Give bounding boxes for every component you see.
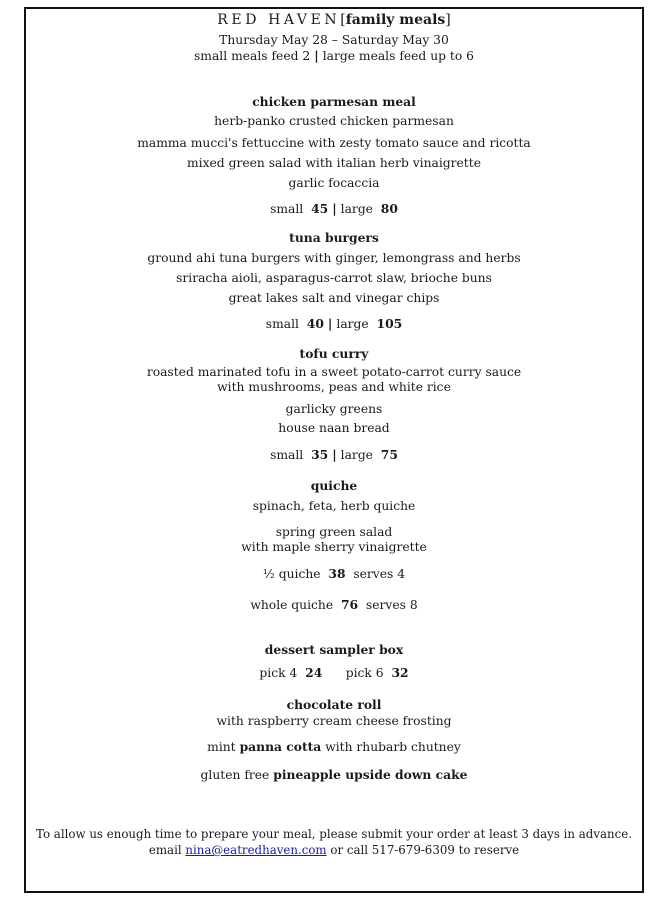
menu-title: RED HAVEN[family meals] [217,12,451,28]
brand-name: RED HAVEN [217,12,341,28]
menu-subtitle: family meals [345,12,446,28]
tofu-item: garlicky greens [285,402,383,416]
tuna-item: sriracha aioli, asparagus-carrot slaw, brioche buns [176,271,492,285]
quiche-meal-title: quiche [310,478,358,493]
tofu-meal-title: tofu curry [299,346,369,361]
chicken-prices: small 45 | large 80 [270,201,398,216]
quiche-item: spinach, feta, herb quiche [252,499,416,513]
order-notice: To allow us enough time to prepare your meal, please submit your order at least 3 days in advance. [36,827,632,841]
chicken-item: garlic focaccia [288,176,380,190]
tuna-meal-title: tuna burgers [289,230,379,245]
quiche-whole-price: whole quiche 76 serves 8 [250,597,418,612]
dessert-panna-cotta: mint panna cotta with rhubarb chutney [207,739,461,754]
chicken-item: mixed green salad with italian herb vinaigrette [187,156,481,170]
chicken-item: herb-panko crusted chicken parmesan [214,114,454,128]
tuna-prices: small 40 | large 105 [265,316,403,331]
dessert-prices: pick 4 24 pick 6 32 [259,665,409,680]
tofu-prices: small 35 | large 75 [270,447,398,462]
chicken-meal-title: chicken parmesan meal [252,94,416,109]
contact-line: email nina@eatredhaven.com or call 517-679-6309 to reserve [148,843,520,857]
quiche-item: spring green salad [275,525,393,539]
tofu-item: with mushrooms, peas and white rice [217,380,451,394]
menu-dates: Thursday May 28 – Saturday May 30 [219,33,449,47]
tuna-item: ground ahi tuna burgers with ginger, lemongrass and herbs [147,251,521,265]
email-link[interactable]: nina@eatredhaven.com [185,843,327,857]
dessert-roll-desc: with raspberry cream cheese frosting [216,714,452,728]
chicken-item: mamma mucci's fettuccine with zesty tomato sauce and ricotta [137,136,531,150]
tuna-item: great lakes salt and vinegar chips [228,291,440,305]
tofu-item: house naan bread [278,421,390,435]
quiche-item: with maple sherry vinaigrette [241,540,427,554]
dessert-cake: gluten free pineapple upside down cake [200,767,468,782]
quiche-half-price: ½ quiche 38 serves 4 [262,566,406,581]
tofu-item: roasted marinated tofu in a sweet potato-carrot curry sauce [146,365,522,379]
dessert-box-title: dessert sampler box [264,642,404,657]
dessert-roll-title: chocolate roll [286,697,382,712]
portion-sizes: small meals feed 2 | large meals feed up to 6 [194,48,474,63]
